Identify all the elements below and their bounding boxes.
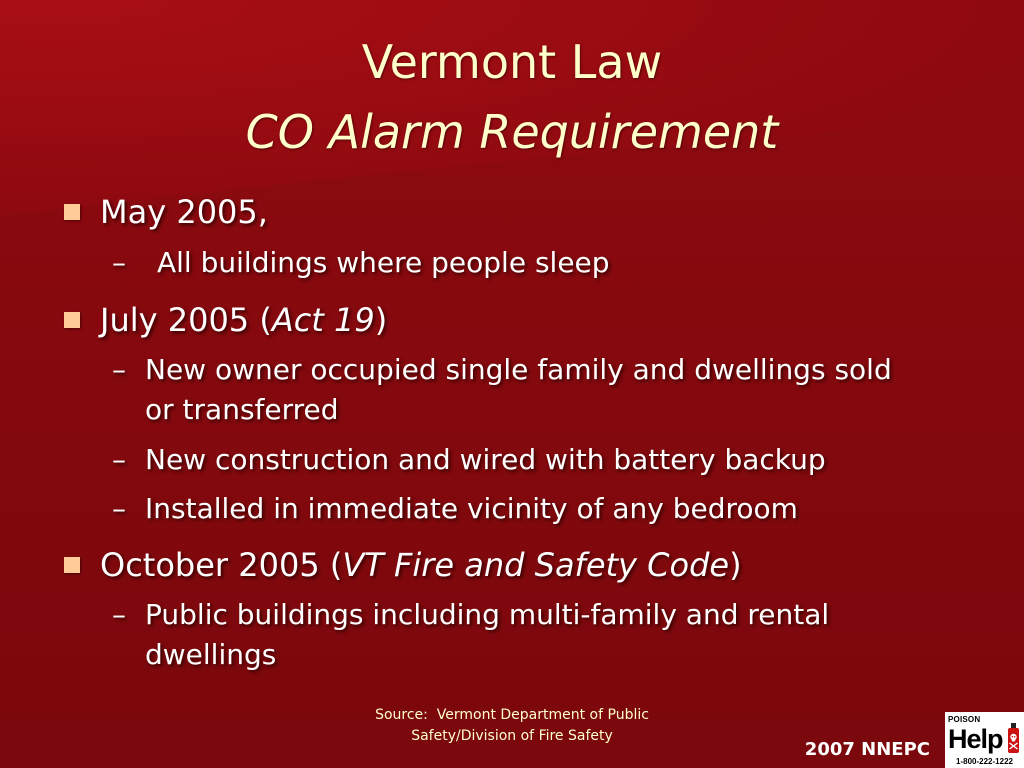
sub-bullet-dash: – xyxy=(112,492,126,525)
skull-crossbones-bottle-icon xyxy=(1006,722,1021,754)
bullet-square xyxy=(64,312,80,328)
footer-organization: 2007 NNEPC xyxy=(804,739,930,760)
sub-bullet-text: or transferred xyxy=(145,393,339,426)
sub-bullet-dash: – xyxy=(112,353,126,386)
sub-bullet-text: New owner occupied single family and dwellings sold xyxy=(145,353,892,386)
logo-main-text: Help xyxy=(948,724,1003,754)
sub-bullet-item xyxy=(145,440,826,480)
source-citation xyxy=(312,705,712,747)
sub-bullet-dash: – xyxy=(112,598,126,631)
bullet-square xyxy=(64,204,80,220)
sub-bullet-dash: – xyxy=(112,443,126,476)
sub-bullet-item xyxy=(145,350,892,430)
sub-bullet-item xyxy=(145,595,829,675)
logo-phone-number: 1-800-222-1222 xyxy=(956,757,1013,766)
bullet-item: May 2005, xyxy=(100,193,268,231)
bullet-text: July 2005 ( xyxy=(100,301,272,339)
source-line: Safety/Division of Fire Safety xyxy=(411,728,613,744)
sub-bullet-dash: – xyxy=(112,246,126,279)
sub-bullet-text: Public buildings including multi-family and rental xyxy=(145,598,830,631)
logo-top-text: POISON xyxy=(948,715,981,724)
bullet-text: ) xyxy=(729,546,742,584)
sub-bullet-text: dwellings xyxy=(145,638,277,671)
bullet-text: October 2005 ( xyxy=(100,546,343,584)
sub-bullet-item xyxy=(157,243,610,283)
poison-help-logo xyxy=(945,712,1024,768)
sub-bullet-item xyxy=(145,489,798,529)
source-line: Source: Vermont Department of Public xyxy=(375,707,649,723)
sub-bullet-text: All buildings where people sleep xyxy=(157,246,610,279)
slide-title: Vermont Law xyxy=(361,35,663,89)
slide-subtitle: CO Alarm Requirement xyxy=(245,105,779,159)
sub-bullet-text: New construction and wired with battery backup xyxy=(145,443,826,476)
bullet-text-italic: Act 19 xyxy=(271,301,375,339)
bullet-text-italic: VT Fire and Safety Code xyxy=(342,546,730,584)
bullet-item xyxy=(100,546,742,584)
bullet-text: ) xyxy=(374,301,388,339)
sub-bullet-text: Installed in immediate vicinity of any bedroom xyxy=(145,492,798,525)
bullet-square xyxy=(64,557,80,573)
bullet-item xyxy=(100,301,387,339)
